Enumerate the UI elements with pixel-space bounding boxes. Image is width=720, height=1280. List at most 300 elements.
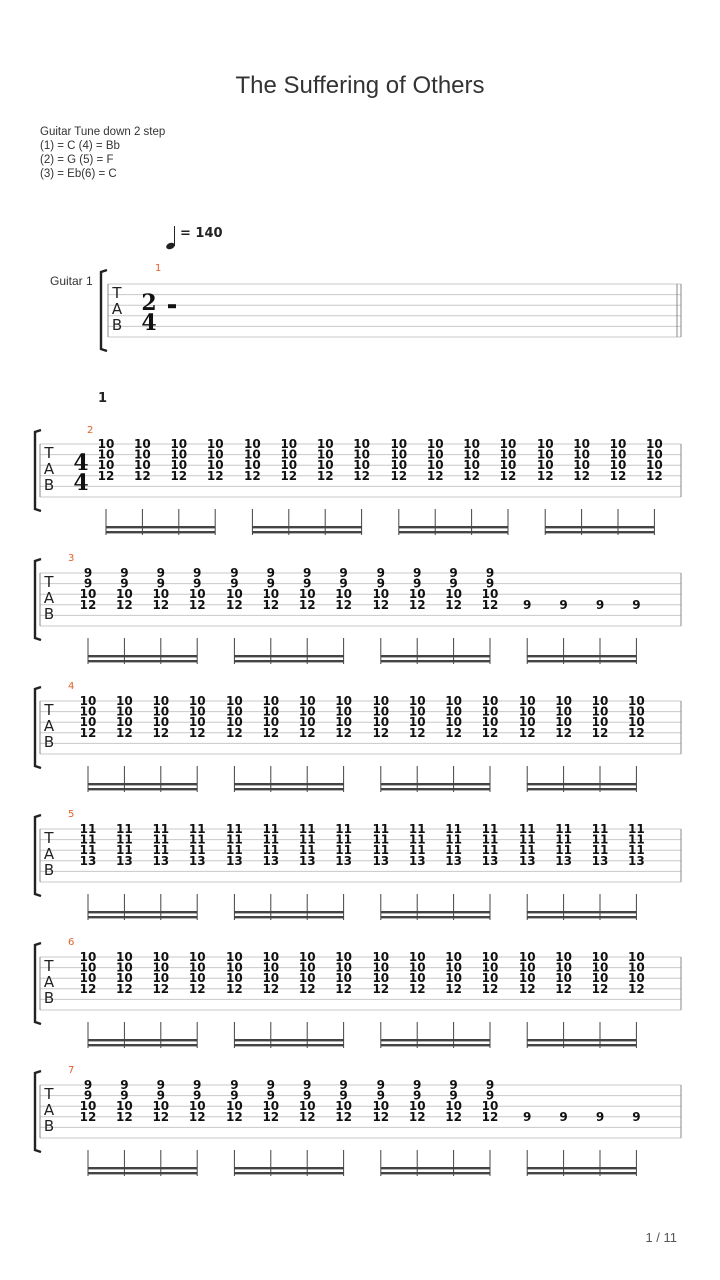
fret-number: 12 bbox=[628, 725, 645, 740]
fret-number: 11 bbox=[188, 822, 206, 836]
fret-number: 10 bbox=[335, 960, 352, 975]
fret-number: 9 bbox=[632, 597, 641, 612]
fret-number: 12 bbox=[152, 725, 170, 740]
beam bbox=[88, 1172, 197, 1174]
fret-number: 10 bbox=[262, 704, 280, 719]
beam bbox=[545, 531, 654, 533]
beam bbox=[527, 783, 636, 785]
fret-number: 11 bbox=[555, 843, 572, 858]
fret-number: 10 bbox=[316, 458, 334, 473]
beam bbox=[381, 911, 490, 913]
measure-number: 5 bbox=[68, 809, 75, 820]
fret-number: 12 bbox=[518, 981, 536, 996]
fret-number: 9 bbox=[376, 576, 385, 591]
beam bbox=[527, 916, 636, 918]
fret-number: 10 bbox=[97, 437, 115, 451]
fret-number: 10 bbox=[591, 950, 609, 964]
fret-number: 10 bbox=[116, 587, 133, 602]
fret-number: 12 bbox=[481, 1109, 499, 1124]
fret-number: 9 bbox=[413, 1078, 422, 1092]
fret-number: 10 bbox=[188, 587, 206, 602]
fret-number: 11 bbox=[372, 822, 390, 836]
fret-number: 10 bbox=[188, 971, 206, 986]
fret-number: 11 bbox=[445, 832, 462, 847]
tab-clef-letter: T bbox=[44, 957, 54, 975]
fret-number: 10 bbox=[134, 458, 151, 473]
fret-number: 10 bbox=[646, 447, 663, 462]
fret-number: 9 bbox=[156, 1078, 165, 1092]
fret-number: 9 bbox=[120, 566, 129, 580]
fret-number: 10 bbox=[463, 458, 480, 473]
fret-number: 10 bbox=[335, 950, 352, 964]
fret-number: 13 bbox=[298, 853, 316, 868]
fret-number: 12 bbox=[408, 1109, 426, 1124]
fret-number: 11 bbox=[79, 832, 97, 847]
fret-number: 9 bbox=[266, 566, 275, 580]
fret-number: 10 bbox=[79, 587, 97, 602]
fret-number: 11 bbox=[226, 832, 243, 847]
fret-number: 10 bbox=[445, 694, 462, 708]
fret-number: 10 bbox=[206, 437, 224, 451]
fret-number: 12 bbox=[244, 468, 261, 483]
fret-number: 9 bbox=[83, 576, 93, 591]
fret-number: 11 bbox=[445, 822, 462, 836]
fret-number: 9 bbox=[120, 1088, 129, 1103]
fret-number: 10 bbox=[463, 447, 480, 462]
fret-number: 10 bbox=[226, 704, 243, 719]
system-bracket bbox=[101, 270, 107, 351]
tab-clef-letter: A bbox=[43, 973, 55, 991]
fret-number: 10 bbox=[481, 694, 499, 708]
half-rest bbox=[168, 304, 176, 308]
fret-number: 9 bbox=[193, 1088, 202, 1103]
fret-number: 9 bbox=[156, 1088, 165, 1103]
fret-number: 12 bbox=[152, 597, 170, 612]
fret-number: 10 bbox=[116, 971, 133, 986]
beam bbox=[88, 1044, 197, 1046]
beam bbox=[88, 1039, 197, 1041]
tuning-heading: Guitar Tune down 2 step bbox=[40, 126, 166, 138]
beam bbox=[527, 655, 636, 657]
measure-number: 1 bbox=[155, 263, 162, 274]
time-signature-bottom: 4 bbox=[141, 310, 157, 336]
fret-number: 11 bbox=[408, 822, 426, 836]
fret-number: 9 bbox=[156, 566, 165, 580]
fret-number: 9 bbox=[339, 1088, 348, 1103]
fret-number: 10 bbox=[518, 950, 536, 964]
tab-clef-letter: T bbox=[44, 1085, 54, 1103]
fret-number: 10 bbox=[463, 437, 480, 451]
beam bbox=[527, 660, 636, 662]
fret-number: 11 bbox=[335, 843, 352, 858]
fret-number: 10 bbox=[116, 694, 133, 708]
fret-number: 12 bbox=[262, 1109, 280, 1124]
fret-number: 10 bbox=[628, 960, 645, 975]
fret-number: 10 bbox=[408, 587, 426, 602]
fret-number: 13 bbox=[408, 853, 426, 868]
fret-number: 9 bbox=[485, 566, 495, 580]
fret-number: 11 bbox=[335, 832, 352, 847]
fret-number: 9 bbox=[449, 1088, 458, 1103]
fret-number: 10 bbox=[97, 458, 115, 473]
fret-number: 10 bbox=[226, 694, 243, 708]
fret-number: 10 bbox=[316, 437, 334, 451]
measure-number: 6 bbox=[68, 937, 75, 948]
fret-number: 9 bbox=[193, 1078, 202, 1092]
fret-number: 10 bbox=[188, 715, 206, 730]
fret-number: 9 bbox=[413, 566, 422, 580]
beam bbox=[88, 916, 197, 918]
beam bbox=[234, 911, 343, 913]
fret-number: 12 bbox=[609, 468, 627, 483]
fret-number: 10 bbox=[226, 1099, 243, 1114]
fret-number: 10 bbox=[188, 1099, 206, 1114]
fret-number: 12 bbox=[226, 981, 243, 996]
fret-number: 9 bbox=[523, 1109, 532, 1124]
fret-number: 10 bbox=[628, 950, 645, 964]
fret-number: 10 bbox=[188, 694, 206, 708]
fret-number: 10 bbox=[335, 1099, 352, 1114]
fret-number: 9 bbox=[303, 1078, 312, 1092]
fret-number: 12 bbox=[335, 981, 352, 996]
fret-number: 12 bbox=[555, 725, 572, 740]
fret-number: 13 bbox=[372, 853, 390, 868]
fret-number: 11 bbox=[116, 832, 133, 847]
fret-number: 11 bbox=[518, 843, 536, 858]
beam bbox=[88, 783, 197, 785]
fret-number: 10 bbox=[481, 587, 499, 602]
fret-number: 12 bbox=[262, 597, 280, 612]
fret-number: 9 bbox=[376, 566, 385, 580]
fret-number: 10 bbox=[335, 715, 352, 730]
fret-number: 10 bbox=[591, 960, 609, 975]
fret-number: 11 bbox=[408, 843, 426, 858]
beam bbox=[234, 1044, 343, 1046]
fret-number: 9 bbox=[120, 1078, 129, 1092]
fret-number: 9 bbox=[303, 1088, 312, 1103]
fret-number: 12 bbox=[298, 1109, 316, 1124]
fret-number: 9 bbox=[303, 576, 312, 591]
fret-number: 9 bbox=[83, 1078, 93, 1092]
fret-number: 10 bbox=[518, 704, 536, 719]
tab-clef-letter: B bbox=[43, 605, 55, 623]
beam bbox=[252, 526, 361, 528]
beam bbox=[381, 1167, 490, 1169]
tuning-line: (2) = G (5) = F bbox=[40, 154, 114, 166]
beam bbox=[234, 916, 343, 918]
fret-number: 12 bbox=[116, 725, 133, 740]
fret-number: 9 bbox=[230, 576, 239, 591]
fret-number: 10 bbox=[170, 458, 188, 473]
fret-number: 10 bbox=[445, 704, 462, 719]
fret-number: 12 bbox=[390, 468, 408, 483]
fret-number: 10 bbox=[152, 694, 170, 708]
fret-number: 12 bbox=[445, 725, 462, 740]
fret-number: 11 bbox=[152, 832, 170, 847]
fret-number: 11 bbox=[262, 822, 280, 836]
fret-number: 10 bbox=[555, 960, 572, 975]
tab-clef-letter: A bbox=[43, 460, 55, 478]
fret-number: 10 bbox=[408, 960, 426, 975]
beam bbox=[234, 783, 343, 785]
fret-number: 9 bbox=[303, 566, 312, 580]
beam bbox=[381, 655, 490, 657]
fret-number: 13 bbox=[116, 853, 133, 868]
tab-clef-letter: A bbox=[43, 717, 55, 735]
fret-number: 10 bbox=[298, 971, 316, 986]
fret-number: 11 bbox=[591, 822, 609, 836]
section-number: 1 bbox=[98, 391, 108, 406]
fret-number: 12 bbox=[335, 1109, 352, 1124]
tab-clef-letter: B bbox=[111, 316, 123, 334]
fret-number: 12 bbox=[372, 981, 390, 996]
fret-number: 12 bbox=[408, 725, 426, 740]
fret-number: 10 bbox=[280, 458, 298, 473]
fret-number: 10 bbox=[445, 587, 462, 602]
fret-number: 12 bbox=[152, 981, 170, 996]
fret-number: 11 bbox=[591, 832, 609, 847]
fret-number: 11 bbox=[335, 822, 352, 836]
fret-number: 10 bbox=[79, 960, 97, 975]
fret-number: 10 bbox=[226, 960, 243, 975]
fret-number: 12 bbox=[226, 725, 243, 740]
tab-clef-letter: B bbox=[43, 476, 55, 494]
fret-number: 9 bbox=[266, 576, 275, 591]
fret-number: 9 bbox=[193, 566, 202, 580]
fret-number: 13 bbox=[518, 853, 536, 868]
page-number: 1 / 11 bbox=[645, 1230, 677, 1245]
beam bbox=[234, 788, 343, 790]
fret-number: 11 bbox=[591, 843, 609, 858]
beam bbox=[527, 1167, 636, 1169]
fret-number: 10 bbox=[262, 1099, 280, 1114]
fret-number: 10 bbox=[628, 715, 645, 730]
fret-number: 12 bbox=[646, 468, 663, 483]
measure-number: 7 bbox=[68, 1065, 75, 1076]
fret-number: 12 bbox=[226, 1109, 243, 1124]
tab-clef-letter: T bbox=[44, 573, 54, 591]
fret-number: 12 bbox=[116, 981, 133, 996]
fret-number: 10 bbox=[116, 960, 133, 975]
fret-number: 10 bbox=[555, 694, 572, 708]
fret-number: 12 bbox=[518, 725, 536, 740]
track-label: Guitar 1 bbox=[50, 274, 93, 288]
fret-number: 10 bbox=[372, 1099, 390, 1114]
fret-number: 9 bbox=[120, 576, 129, 591]
fret-number: 12 bbox=[188, 1109, 206, 1124]
fret-number: 10 bbox=[353, 447, 370, 462]
fret-number: 12 bbox=[445, 1109, 462, 1124]
measure-number: 3 bbox=[68, 553, 75, 564]
fret-number: 10 bbox=[97, 447, 115, 462]
fret-number: 10 bbox=[316, 447, 334, 462]
fret-number: 10 bbox=[335, 694, 352, 708]
beam bbox=[527, 911, 636, 913]
fret-number: 10 bbox=[79, 694, 97, 708]
fret-number: 9 bbox=[413, 576, 422, 591]
fret-number: 10 bbox=[591, 971, 609, 986]
fret-number: 11 bbox=[372, 843, 390, 858]
fret-number: 9 bbox=[266, 1088, 275, 1103]
fret-number: 10 bbox=[372, 960, 390, 975]
fret-number: 12 bbox=[170, 468, 188, 483]
fret-number: 10 bbox=[555, 950, 572, 964]
fret-number: 10 bbox=[445, 715, 462, 730]
fret-number: 10 bbox=[262, 971, 280, 986]
beam bbox=[234, 660, 343, 662]
fret-number: 11 bbox=[628, 822, 645, 836]
fret-number: 9 bbox=[485, 1088, 495, 1103]
fret-number: 12 bbox=[79, 981, 97, 996]
fret-number: 12 bbox=[97, 468, 115, 483]
measure-number: 2 bbox=[87, 425, 94, 436]
fret-number: 13 bbox=[481, 853, 499, 868]
fret-number: 12 bbox=[372, 725, 390, 740]
tab-clef-letter: T bbox=[44, 829, 54, 847]
fret-number: 10 bbox=[170, 447, 188, 462]
fret-number: 10 bbox=[116, 1099, 133, 1114]
beam bbox=[381, 1172, 490, 1174]
fret-number: 10 bbox=[408, 950, 426, 964]
fret-number: 10 bbox=[609, 437, 627, 451]
fret-number: 12 bbox=[445, 597, 462, 612]
fret-number: 12 bbox=[188, 597, 206, 612]
fret-number: 10 bbox=[646, 437, 663, 451]
beam bbox=[381, 1039, 490, 1041]
fret-number: 10 bbox=[426, 437, 444, 451]
beam bbox=[527, 1172, 636, 1174]
beam bbox=[399, 526, 508, 528]
fret-number: 10 bbox=[116, 715, 133, 730]
fret-number: 12 bbox=[316, 468, 334, 483]
fret-number: 10 bbox=[262, 715, 280, 730]
fret-number: 11 bbox=[262, 832, 280, 847]
fret-number: 9 bbox=[83, 1088, 93, 1103]
tab-clef-letter: B bbox=[43, 733, 55, 751]
beam bbox=[381, 783, 490, 785]
fret-number: 10 bbox=[79, 950, 97, 964]
fret-number: 10 bbox=[170, 437, 188, 451]
fret-number: 10 bbox=[372, 587, 390, 602]
fret-number: 10 bbox=[408, 715, 426, 730]
fret-number: 10 bbox=[262, 960, 280, 975]
fret-number: 12 bbox=[499, 468, 517, 483]
fret-number: 10 bbox=[518, 971, 536, 986]
fret-number: 11 bbox=[188, 843, 206, 858]
fret-number: 12 bbox=[481, 597, 499, 612]
fret-number: 10 bbox=[536, 447, 554, 462]
fret-number: 12 bbox=[628, 981, 645, 996]
fret-number: 10 bbox=[226, 950, 243, 964]
fret-number: 10 bbox=[390, 437, 408, 451]
fret-number: 10 bbox=[481, 971, 499, 986]
fret-number: 10 bbox=[152, 715, 170, 730]
fret-number: 9 bbox=[339, 576, 348, 591]
tab-clef-letter: T bbox=[112, 284, 122, 302]
tab-clef-letter: B bbox=[43, 861, 55, 879]
fret-number: 10 bbox=[573, 458, 590, 473]
fret-number: 10 bbox=[206, 447, 224, 462]
fret-number: 10 bbox=[372, 950, 390, 964]
fret-number: 10 bbox=[335, 587, 352, 602]
tuning-line: (1) = C (4) = Bb bbox=[40, 140, 120, 152]
time-signature-bottom: 4 bbox=[73, 470, 89, 496]
fret-number: 11 bbox=[79, 822, 97, 836]
fret-number: 10 bbox=[188, 704, 206, 719]
fret-number: 13 bbox=[628, 853, 645, 868]
beam bbox=[527, 1044, 636, 1046]
fret-number: 10 bbox=[262, 694, 280, 708]
fret-number: 11 bbox=[555, 822, 572, 836]
fret-number: 12 bbox=[591, 981, 609, 996]
fret-number: 10 bbox=[591, 694, 609, 708]
fret-number: 10 bbox=[335, 704, 352, 719]
fret-number: 10 bbox=[372, 704, 390, 719]
measure-number: 4 bbox=[68, 681, 75, 692]
fret-number: 10 bbox=[206, 458, 224, 473]
fret-number: 10 bbox=[573, 437, 590, 451]
fret-number: 12 bbox=[134, 468, 151, 483]
beam bbox=[88, 1167, 197, 1169]
fret-number: 11 bbox=[481, 822, 499, 836]
fret-number: 12 bbox=[372, 1109, 390, 1124]
fret-number: 9 bbox=[595, 597, 605, 612]
fret-number: 12 bbox=[262, 981, 280, 996]
fret-number: 9 bbox=[559, 1109, 568, 1124]
fret-number: 13 bbox=[188, 853, 206, 868]
fret-number: 10 bbox=[79, 715, 97, 730]
fret-number: 10 bbox=[226, 971, 243, 986]
fret-number: 9 bbox=[193, 576, 202, 591]
fret-number: 11 bbox=[152, 822, 170, 836]
fret-number: 12 bbox=[262, 725, 280, 740]
fret-number: 10 bbox=[280, 437, 298, 451]
fret-number: 10 bbox=[298, 950, 316, 964]
fret-number: 10 bbox=[408, 694, 426, 708]
time-signature-top: 2 bbox=[141, 290, 157, 316]
beam bbox=[381, 788, 490, 790]
fret-number: 10 bbox=[152, 950, 170, 964]
fret-number: 9 bbox=[339, 1078, 348, 1092]
fret-number: 13 bbox=[445, 853, 462, 868]
fret-number: 9 bbox=[230, 566, 239, 580]
fret-number: 9 bbox=[339, 566, 348, 580]
fret-number: 11 bbox=[628, 832, 645, 847]
tuning-line: (3) = Eb(6) = C bbox=[40, 168, 117, 180]
fret-number: 10 bbox=[628, 694, 645, 708]
fret-number: 11 bbox=[152, 843, 170, 858]
beam bbox=[381, 660, 490, 662]
fret-number: 13 bbox=[79, 853, 97, 868]
beam bbox=[527, 788, 636, 790]
fret-number: 10 bbox=[79, 704, 97, 719]
fret-number: 12 bbox=[280, 468, 298, 483]
fret-number: 11 bbox=[226, 843, 243, 858]
fret-number: 10 bbox=[390, 447, 408, 462]
fret-number: 10 bbox=[353, 458, 370, 473]
fret-number: 10 bbox=[518, 694, 536, 708]
fret-number: 11 bbox=[298, 843, 316, 858]
fret-number: 13 bbox=[555, 853, 572, 868]
fret-number: 12 bbox=[206, 468, 224, 483]
fret-number: 13 bbox=[262, 853, 280, 868]
fret-number: 10 bbox=[426, 458, 444, 473]
fret-number: 10 bbox=[152, 971, 170, 986]
beam bbox=[234, 1172, 343, 1174]
fret-number: 12 bbox=[408, 597, 426, 612]
fret-number: 12 bbox=[591, 725, 609, 740]
fret-number: 9 bbox=[559, 597, 568, 612]
